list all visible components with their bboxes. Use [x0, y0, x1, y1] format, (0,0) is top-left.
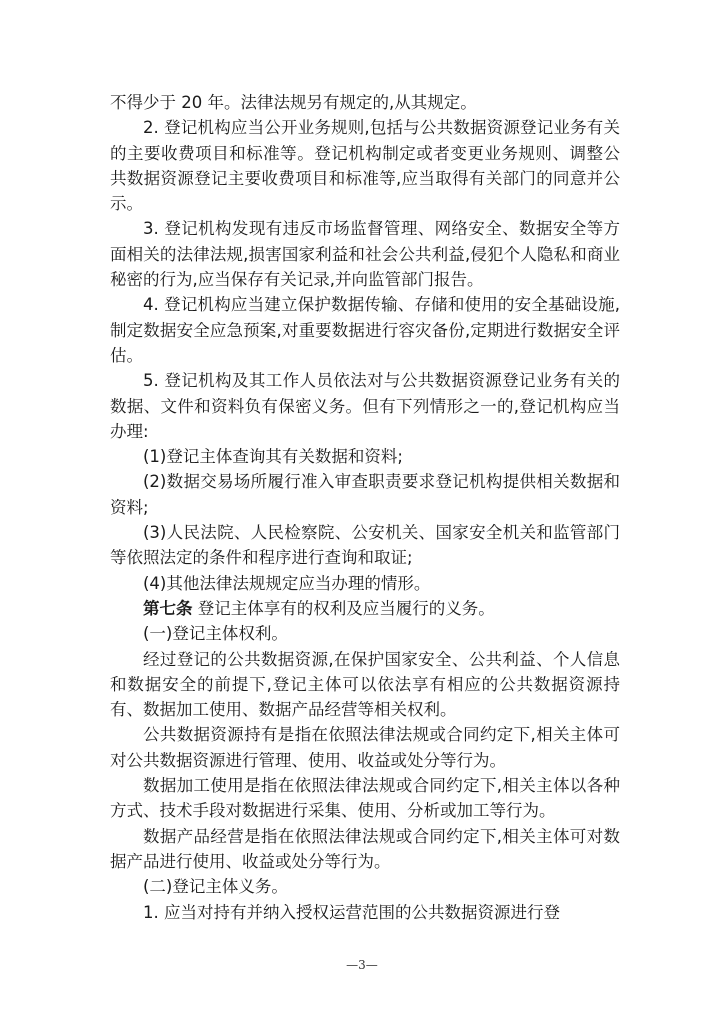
- paragraph-processing-definition: 数据加工使用是指在依照法律法规或合同约定下,相关主体以各种方式、技术手段对数据进行采集、使用、分析或加工等行为。: [110, 776, 620, 821]
- section-rights-heading: (一)登记主体权利。: [143, 624, 288, 644]
- list-item-1: (1)登记主体查询其有关数据和资料;: [143, 447, 403, 467]
- paragraph-operation-definition: 数据产品经营是指在依照法律法规或合同约定下,相关主体可对数据产品进行使用、收益或处分等行为。: [110, 826, 620, 871]
- list-item-2: (2)数据交易场所履行准入审查职责要求登记机构提供相关数据和资料;: [110, 472, 620, 517]
- document-body: [110, 90, 620, 925]
- paragraph-1: 不得少于 20 年。法律法规另有规定的,从其规定。: [110, 93, 477, 112]
- paragraph-rights-intro: 经过登记的公共数据资源,在保护国家安全、公共利益、个人信息和数据安全的前提下,登记主体可以依法享有相应的公共数据资源持有、数据加工使用、数据产品经营等相关权利。: [110, 649, 620, 720]
- article-7-text: 登记主体享有的权利及应当履行的义务。: [192, 598, 495, 618]
- article-7-label: 第七条: [143, 598, 193, 618]
- paragraph-holding-definition: 公共数据资源持有是指在依照法律法规或合同约定下,相关主体可对公共数据资源进行管理、使用、收益或处分等行为。: [110, 725, 620, 770]
- article-7-heading: [110, 596, 620, 621]
- page-number: —3—: [346, 958, 378, 972]
- list-item-4: (4)其他法律法规规定应当办理的情形。: [143, 573, 431, 593]
- paragraph-3: 3. 登记机构发现有违反市场监督管理、网络安全、数据安全等方面相关的法律法规,损害国家利益和社会公共利益,侵犯个人隐私和商业秘密的行为,应当保存有关记录,并向监管部门报告。: [110, 219, 620, 290]
- paragraph-2: 2. 登记机构应当公开业务规则,包括与公共数据资源登记业务有关的主要收费项目和标准等。登记机构制定或者变更业务规则、调整公共数据资源登记主要收费项目和标准等,应当取得有关部门的同意并公示。: [110, 118, 620, 214]
- paragraph-obligation-1: 1. 应当对持有并纳入授权运营范围的公共数据资源进行登: [143, 902, 560, 922]
- list-item-3: (3)人民法院、人民检察院、公安机关、国家安全机关和监管部门等依照法定的条件和程序进行查询和取证;: [110, 523, 620, 568]
- paragraph-4: 4. 登记机构应当建立保护数据传输、存储和使用的安全基础设施,制定数据安全应急预案,对重要数据进行容灾备份,定期进行数据安全评估。: [110, 295, 620, 365]
- paragraph-5: 5. 登记机构及其工作人员依法对与公共数据资源登记业务有关的数据、文件和资料负有保密义务。但有下列情形之一的,登记机构应当办理:: [110, 371, 620, 441]
- section-obligations-heading: (二)登记主体义务。: [143, 877, 288, 897]
